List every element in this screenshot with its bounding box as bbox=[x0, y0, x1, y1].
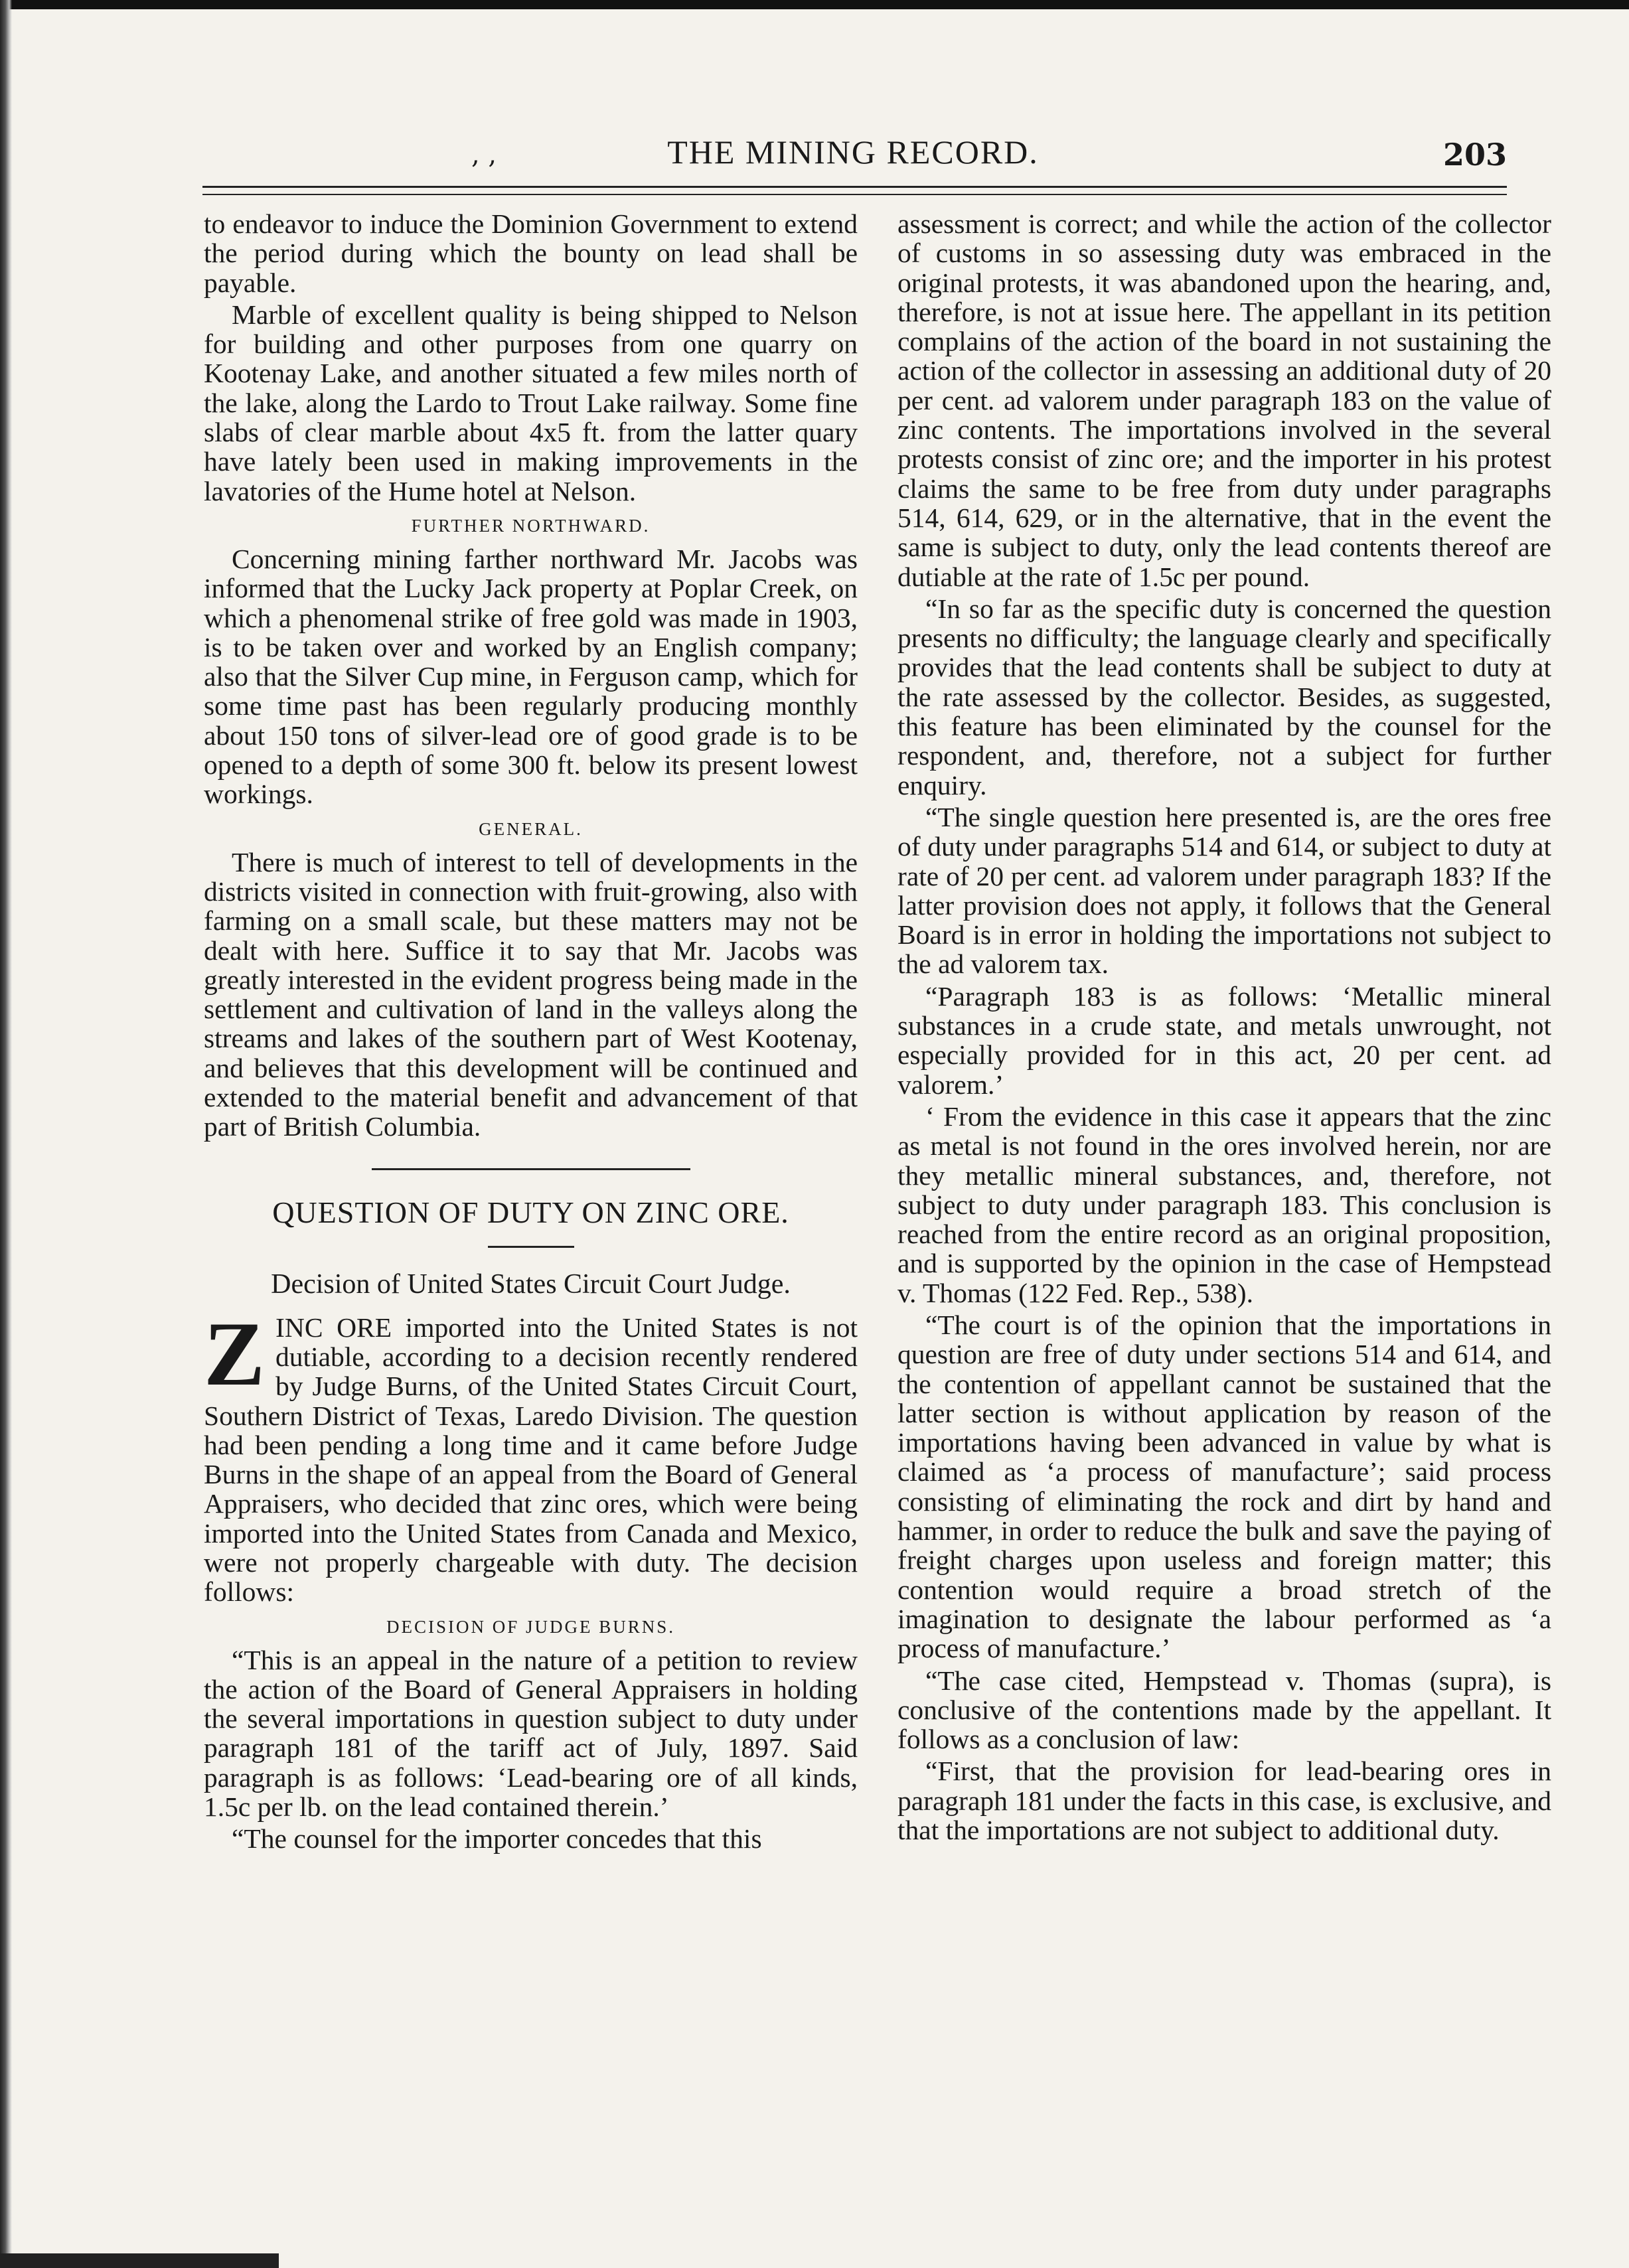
page-header bbox=[199, 126, 1507, 179]
page-number: 203 bbox=[1442, 137, 1507, 173]
header-marks: , , bbox=[471, 139, 497, 170]
article-separator bbox=[372, 1168, 690, 1170]
section-subhead: FURTHER NORTHWARD. bbox=[411, 515, 651, 536]
scan-binding-edge bbox=[0, 0, 12, 2268]
paragraph: ‘ From the evidence in this case it appears that the zinc as metal is not found in the ores involved herein, nor are they metallic mineral substances, and, therefore, not subject to duty under paragraph 183. This conclusion is reached from the entire record as an original proposition, and is supported by the opinion in the case of Hempstead v. Thomas (122 Fed. Rep., 538). bbox=[897, 1100, 1551, 1308]
title-rule bbox=[488, 1246, 574, 1248]
scan-bottom-edge bbox=[0, 2253, 279, 2268]
left-column bbox=[204, 209, 858, 1854]
paragraph: There is much of interest to tell of developments in the districts visited in connection with fruit-growing, also with farming on a small scale, but these matters may not be dealt with here. Suffice it to say that Mr. Jacobs was greatly interested in the evident progress being made in the settlement and cultivation of land in the valleys along the streams and lakes of the southern part of West Kootenay, and believes that this development will be continued and extended to the material benefit and advancement of that part of British Columbia. bbox=[204, 846, 858, 1142]
paragraph: “First, that the provision for lead-bearing ores in paragraph 181 under the facts in this case, is exclusive, and that the importations are not subject to additional duty. bbox=[897, 1756, 1551, 1846]
lead-paragraph-text: INC ORE imported into the United States is not dutiable, according to a decision recently rendered by Judge Burns, of the United States Circuit Court, Southern District of Texas, Laredo Division. The question had been pending a long time and it came before Judge Burns in the shape of an appeal from the Board of General Appraisers, who decided that zinc ores, which were being imported into the United States from Canada and Mexico, were not properly chargeable with duty. The decision follows: bbox=[204, 1312, 858, 1608]
page-title: THE MINING RECORD. bbox=[667, 133, 1039, 171]
paragraph: “This is an appeal in the nature of a petition to review the action of the Board of General Appraisers in holding the several importations in question subject to duty under paragraph 181 of the tariff act of July, 1897. Said paragraph is as follows: ‘Lead-bearing ore of all kinds, 1.5c per lb. on the lead contained therein.’ bbox=[204, 1644, 858, 1823]
paragraph: Concerning mining farther northward Mr. Jacobs was informed that the Lucky Jack property at Poplar Creek, on which a phenomenal strike of free gold was made in 1903, is to be taken over and worked by an English company; also that the Silver Cup mine, in Ferguson camp, which for some time past has been regularly producing monthly about 150 tons of silver-lead ore of good grade is to be opened to a depth of some 300 ft. below its present lowest workings. bbox=[204, 543, 858, 810]
paragraph: Marble of excellent quality is being shipped to Nelson for building and other purposes from one quarry on Kootenay Lake, and another situated a few miles north of the lake, along the Lardo to Trout Lake railway. Some fine slabs of clear marble about 4x5 ft. from the latter quary have lately been used in making improvements in the lavatories of the Hume hotel at Nelson. bbox=[204, 299, 858, 506]
drop-cap: Z bbox=[204, 1302, 266, 1404]
paragraph: “Paragraph 183 is as follows: ‘Metallic mineral substances in a crude state, and metals unwrought, not especially provided for in this act, 20 per cent. ad valorem.’ bbox=[897, 980, 1551, 1100]
paragraph: assessment is correct; and while the action of the collector of customs in so assessing duty was embraced in the original protests, it was abandoned upon the hearing, and, therefore, is not at issue here. The appellant in its petition complains of the action of the board in not sustaining the action of the collector in assessing an additional duty of 20 per cent. ad valorem under paragraph 183 on the value of zinc contents. The importations involved in the several protests consist of zinc ore; and the importer in his protest claims the same to be free from duty under paragraphs 514, 614, 629, or in the alternative, that in the event the same is subject to duty, only the lead contents thereof are dutiable at the rate of 1.5c per pound. bbox=[897, 208, 1551, 592]
paragraph: “The counsel for the importer concedes that this bbox=[232, 1823, 762, 1854]
header-rule-bottom bbox=[202, 194, 1507, 195]
section-subhead: GENERAL. bbox=[479, 818, 583, 839]
scan-top-border bbox=[0, 0, 1629, 9]
paragraph: “In so far as the specific duty is concerned the question presents no difficulty; the language clearly and specifically provides that the lead contents shall be subject to duty at the rate assessed by the collector. Besides, as suggested, this feature has been eliminated by the counsel for the respondent, and, therefore, not a subject for further enquiry. bbox=[897, 593, 1551, 800]
lead-paragraph bbox=[204, 1302, 858, 1608]
article-byline: Decision of United States Circuit Court Judge. bbox=[271, 1268, 791, 1300]
paragraph: “The case cited, Hempstead v. Thomas (supra), is conclusive of the contentions made by the appellant. It follows as a conclusion of law: bbox=[897, 1665, 1551, 1755]
right-column bbox=[897, 209, 1551, 1845]
paragraph: “The court is of the opinion that the importations in question are free of duty under sections 514 and 614, and the contention of appellant cannot be sustained that the latter section is without application by reason of the importations having been advanced in value by what is claimed as ‘a process of manufacture’; said process consisting of eliminating the rock and dirt by hand and hammer, in order to reduce the bulk and save the paying of freight charges upon useless and foreign matter; this contention would require a broad stretch of the imagination to designate the labour performed as ‘a process of manufacture.’ bbox=[897, 1309, 1551, 1664]
article-title: QUESTION OF DUTY ON ZINC ORE. bbox=[272, 1195, 789, 1229]
paragraph: to endeavor to induce the Dominion Government to extend the period during which the bounty on lead shall be payable. bbox=[204, 208, 858, 298]
section-subhead: DECISION OF JUDGE BURNS. bbox=[386, 1616, 676, 1637]
header-rule-top bbox=[202, 186, 1507, 188]
paragraph: “The single question here presented is, are the ores free of duty under paragraphs 514 and 614, or subject to duty at rate of 20 per cent. ad valorem under paragraph 183? If the latter provision does not apply, it follows that the General Board is in error in holding the importations not subject to the ad valorem tax. bbox=[897, 801, 1551, 980]
